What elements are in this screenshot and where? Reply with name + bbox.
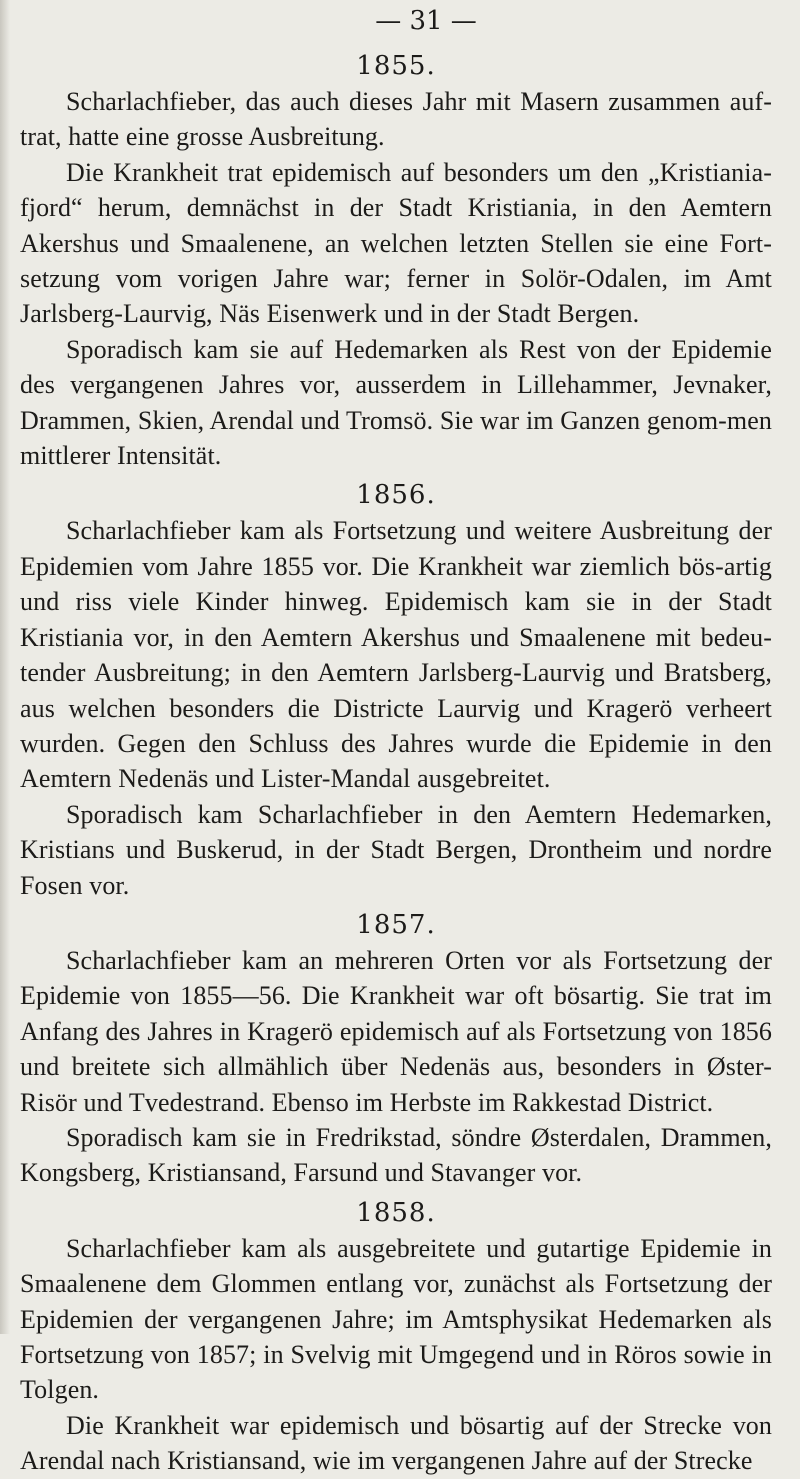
section-1856 bbox=[20, 477, 772, 902]
year-heading: 1856. bbox=[356, 480, 436, 511]
section-1857 bbox=[20, 907, 772, 1191]
paragraph: Sporadisch kam sie in Fredrikstad, söndre Østerdalen, Drammen, Kongsberg, Kristiansand, Farsund und Stavanger vor. bbox=[20, 1122, 772, 1188]
paragraph: Die Krankheit trat epidemisch auf besonders um den „Kristiania-fjord“ herum, demnächst in der Stadt Kristiania, in den Aemtern Akershus und Smaalenene, an welchen letzten Stellen sie eine Fort-setzung vom vorigen Jahre war; ferner in Solör-Odalen, im Amt Jarlsberg-Laurvig, Näs Eisenwerk und in der Stadt Bergen. bbox=[20, 157, 772, 329]
paragraph: Scharlachfieber, das auch dieses Jahr mit Masern zusammen auf-trat, hatte eine grosse Ausbreitung. bbox=[20, 87, 772, 152]
paragraph: Scharlachfieber kam als ausgebreitete und gutartige Epidemie in Smaalenene dem Glommen entlang vor, zunächst als Fortsetzung der Epidemien der vergangenen Jahre; im Amtsphysikat Hedemarken als Fortsetzung von 1857; in Svelvig mit Umgegend und in Röros sowie in Tolgen. bbox=[20, 1233, 772, 1405]
paragraph: Die Krankheit war epidemisch und bösartig auf der Strecke von Arendal nach Kristiansand, wie im vergangenen Jahre auf der Strecke bbox=[20, 1410, 772, 1476]
year-heading: 1855. bbox=[356, 51, 436, 81]
paragraph: Sporadisch kam sie auf Hedemarken als Rest von der Epidemie des vergangenen Jahres vor, ausserdem in Lillehammer, Jevnaker, Drammen, Skien, Arendal und Tromsö. Sie war im Ganzen genom-men mittlerer Intensität. bbox=[20, 334, 772, 471]
section-1858 bbox=[20, 1195, 772, 1479]
page-number-header: — 31 — bbox=[375, 6, 477, 36]
paragraph: Scharlachfieber kam an mehreren Orten vor als Fortsetzung der Epidemie von 1855—56. Die Krankheit war oft bösartig. Sie trat im Anfang des Jahres in Kragerö epidemisch auf als Fortsetzung von 1856 und breitete sich allmählich über Nedenäs aus, besonders in Øster-Risör und Tvedestrand. Ebenso im Herbste im Rakkestad District. bbox=[20, 945, 772, 1117]
section-1855 bbox=[20, 48, 772, 473]
book-page bbox=[20, 4, 772, 1479]
page-edge-shadow bbox=[0, 0, 10, 1334]
year-heading: 1858. bbox=[356, 1197, 436, 1228]
year-heading: 1857. bbox=[356, 909, 436, 940]
paragraph: Scharlachfieber kam als Fortsetzung und weitere Ausbreitung der Epidemien vom Jahre 1855 vor. Die Krankheit war ziemlich bös-artig und riss viele Kinder hinweg. Epidemisch kam sie in der Stadt Kristiania vor, in den Aemtern Akershus und Smaalenene mit bedeu-tender Ausbreitung; in den Aemtern Jarlsberg-Laurvig und Bratsberg, aus welchen besonders die Districte Laurvig und Kragerö verheert wurden. Gegen den Schluss des Jahres wurde die Epidemie in den Aemtern Nedenäs und Lister-Mandal ausgebreitet. bbox=[20, 516, 772, 794]
paragraph: Sporadisch kam Scharlachfieber in den Aemtern Hedemarken, Kristians und Buskerud, in der Stadt Bergen, Drontheim und nordre Fosen vor. bbox=[20, 799, 772, 900]
